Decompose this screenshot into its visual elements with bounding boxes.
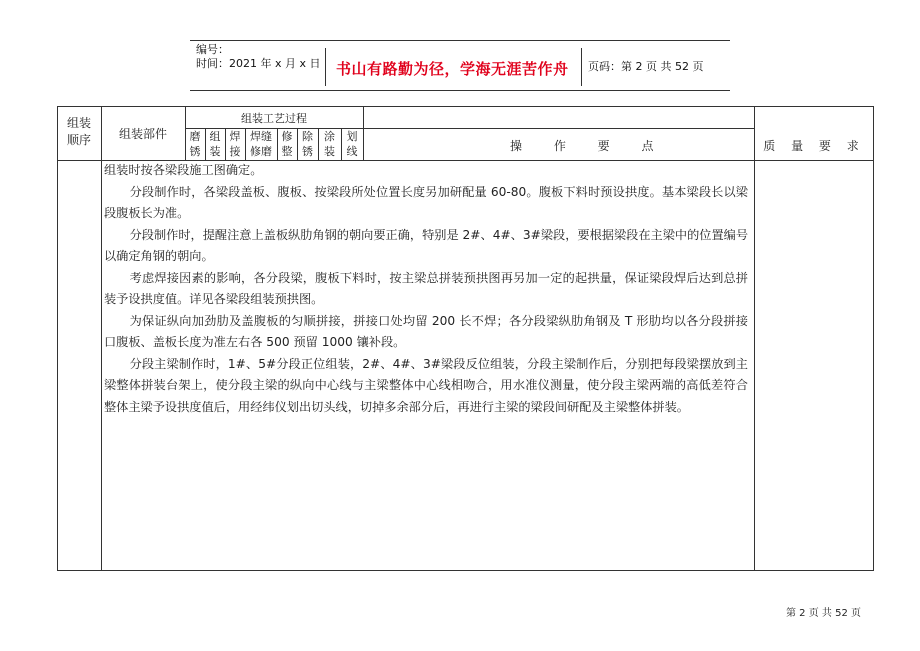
paragraph: 考虑焊接因素的影响，各分段梁，腹板下料时，按主梁总拼装预拱图再另加一定的起拱量，保证梁段焊后达到总拼装予设拱度值。详见各梁段组装预拱图。 xyxy=(104,270,748,306)
column-header-part: 组装部件 xyxy=(118,127,167,141)
column-header-process: 组装工艺过程 xyxy=(241,112,307,125)
document-number-label: 编号： xyxy=(196,43,229,56)
step-derust-grind: 磨 锈 xyxy=(189,130,201,158)
step-assemble: 组 装 xyxy=(209,130,221,158)
column-header-order: 组装 顺序 xyxy=(66,116,91,147)
operation-notes xyxy=(104,160,748,418)
step-marking: 划 线 xyxy=(346,130,358,158)
paragraph: 分段制作时，提醒注意上盖板纵肋角钢的朝向要正确，特别是 2#、4#、3#梁段，要根据梁段在主梁中的位置编号以确定角钢的朝向。 xyxy=(104,227,749,263)
paragraph: 分段主梁制作时，1#、5#分段正位组装，2#、4#、3#梁段反位组装，分段主梁制作后，分别把每段梁摆放到主梁整体拼装台架上，使分段主梁的纵向中心线与主梁整体中心线相吻合，用水准仪测量，使分段主梁两端的高低差符合整体主梁予设拱度值后，用经纬仪划出切头线，切掉多余部分后，再进行主梁的梁段间研配及主梁整体拼装。 xyxy=(104,356,748,414)
step-trim: 修 整 xyxy=(281,130,293,158)
step-weld-grind: 焊缝 修磨 xyxy=(250,130,272,158)
paragraph: 组装时按各梁段施工图确定。 xyxy=(104,163,263,177)
paragraph: 分段制作时，各梁段盖板、腹板、按梁段所处位置长度另加研配量 60-80。腹板下料时预设拱度。基本梁段长以梁段腹板长为准。 xyxy=(104,184,748,220)
column-header-operations: 操 作 要 点 xyxy=(510,139,668,153)
paragraph: 为保证纵向加劲肋及盖腹板的匀顺拼接，拼接口处均留 200 长不焊；各分段梁纵肋角钢及 T 形肋均以各分段拼接口腹板、盖板长度为准左右各 500 预留 1000 镶补段。 xyxy=(104,313,748,349)
step-rust-removal: 除 锈 xyxy=(302,130,313,158)
document-date-label: 时间：2021 年 x 月 x 日 xyxy=(196,57,321,70)
page-footer: 第 2 页 共 52 页 xyxy=(786,608,861,619)
step-coating: 涂 装 xyxy=(324,130,335,158)
page-indicator: 页码：第 2 页 共 52 页 xyxy=(588,60,704,73)
step-weld: 焊 接 xyxy=(229,130,241,158)
motto-banner: 书山有路勤为径，学海无涯苦作舟 xyxy=(336,60,569,78)
column-header-quality: 质 量 要 求 xyxy=(763,139,865,153)
